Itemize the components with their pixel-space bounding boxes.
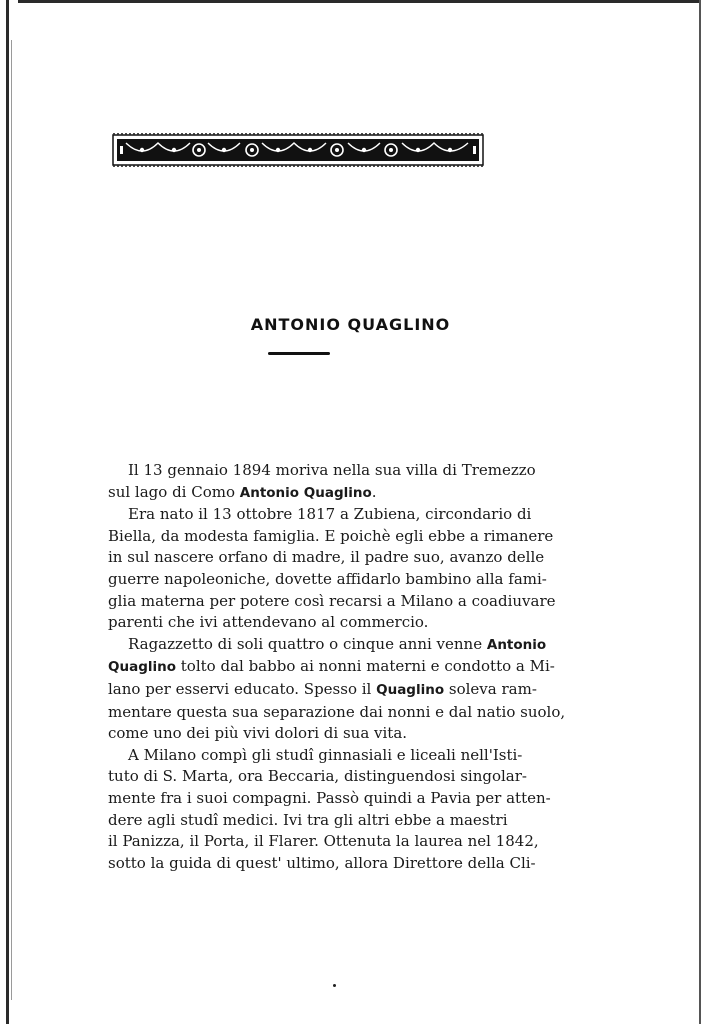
text-line: guerre napoleoniche, dovette affidarlo bambino alla fami- [108,569,547,588]
text-line: tuto di S. Marta, ora Beccaria, distinguendosi singolar- [108,767,527,786]
text-line: parenti che ivi attendevano al commercio. [108,613,429,632]
text-line: Il 13 gennaio 1894 moriva nella sua villa di Tremezzo [128,461,536,479]
text-line: il Panizza, il Porta, il Flarer. Ottenuta la laurea nel 1842, [108,832,539,851]
scan-left-margin [0,0,18,1024]
person-name: Quaglino [376,681,445,698]
text-line: Era nato il 13 ottobre 1817 a Zubiena, circondario di [128,505,532,524]
text-line: in sul nascere orfano di madre, il padre suo, avanzo delle [108,548,545,567]
person-name: Antonio Quaglino [239,484,372,501]
text-line: dere agli studî medici. Ivi tra gli altri ebbe a maestri [108,810,508,829]
text-line: glia materna per potere così recarsi a Milano a coadiuvare [108,591,556,610]
ornamental-headpiece [112,133,484,167]
text-line: A Milano compì gli studî ginnasiali e liceali nell'Isti- [128,745,523,764]
text-line: Ragazzetto di soli quattro o cinque anni venne Antonio [128,634,547,653]
text-line: Biella, da modesta famiglia. E poichè egli ebbe a rimanere [108,526,554,545]
text-line: mentare questa sua separazione dai nonni e dal natio suolo, [108,702,566,721]
scan-left-edge-line [6,0,9,1024]
page-mark [333,984,336,987]
text-line: Quaglino tolto dal babbo ai nonni materni e condotto a Mi- [108,657,555,676]
page-title: ANTONIO QUAGLINO [250,315,451,334]
text-line: sul lago di Como Antonio Quaglino. [108,482,377,501]
text-line: lano per esservi educato. Spesso il Quaglino soleva ram- [108,679,537,698]
body-text [108,460,566,874]
text-line: mente fra i suoi compagni. Passò quindi a Pavia per atten- [108,788,551,807]
title-underline-rule [268,352,330,355]
person-name: Antonio [486,636,547,653]
person-name: Quaglino [108,659,177,676]
scan-left-edge-shadow [11,40,12,1000]
text-line: sotto la guida di quest' ultimo, allora Direttore della Cli- [108,853,536,872]
scan-top-edge [0,0,701,3]
text-line: come uno dei più vivi dolori di sua vita. [108,724,408,743]
